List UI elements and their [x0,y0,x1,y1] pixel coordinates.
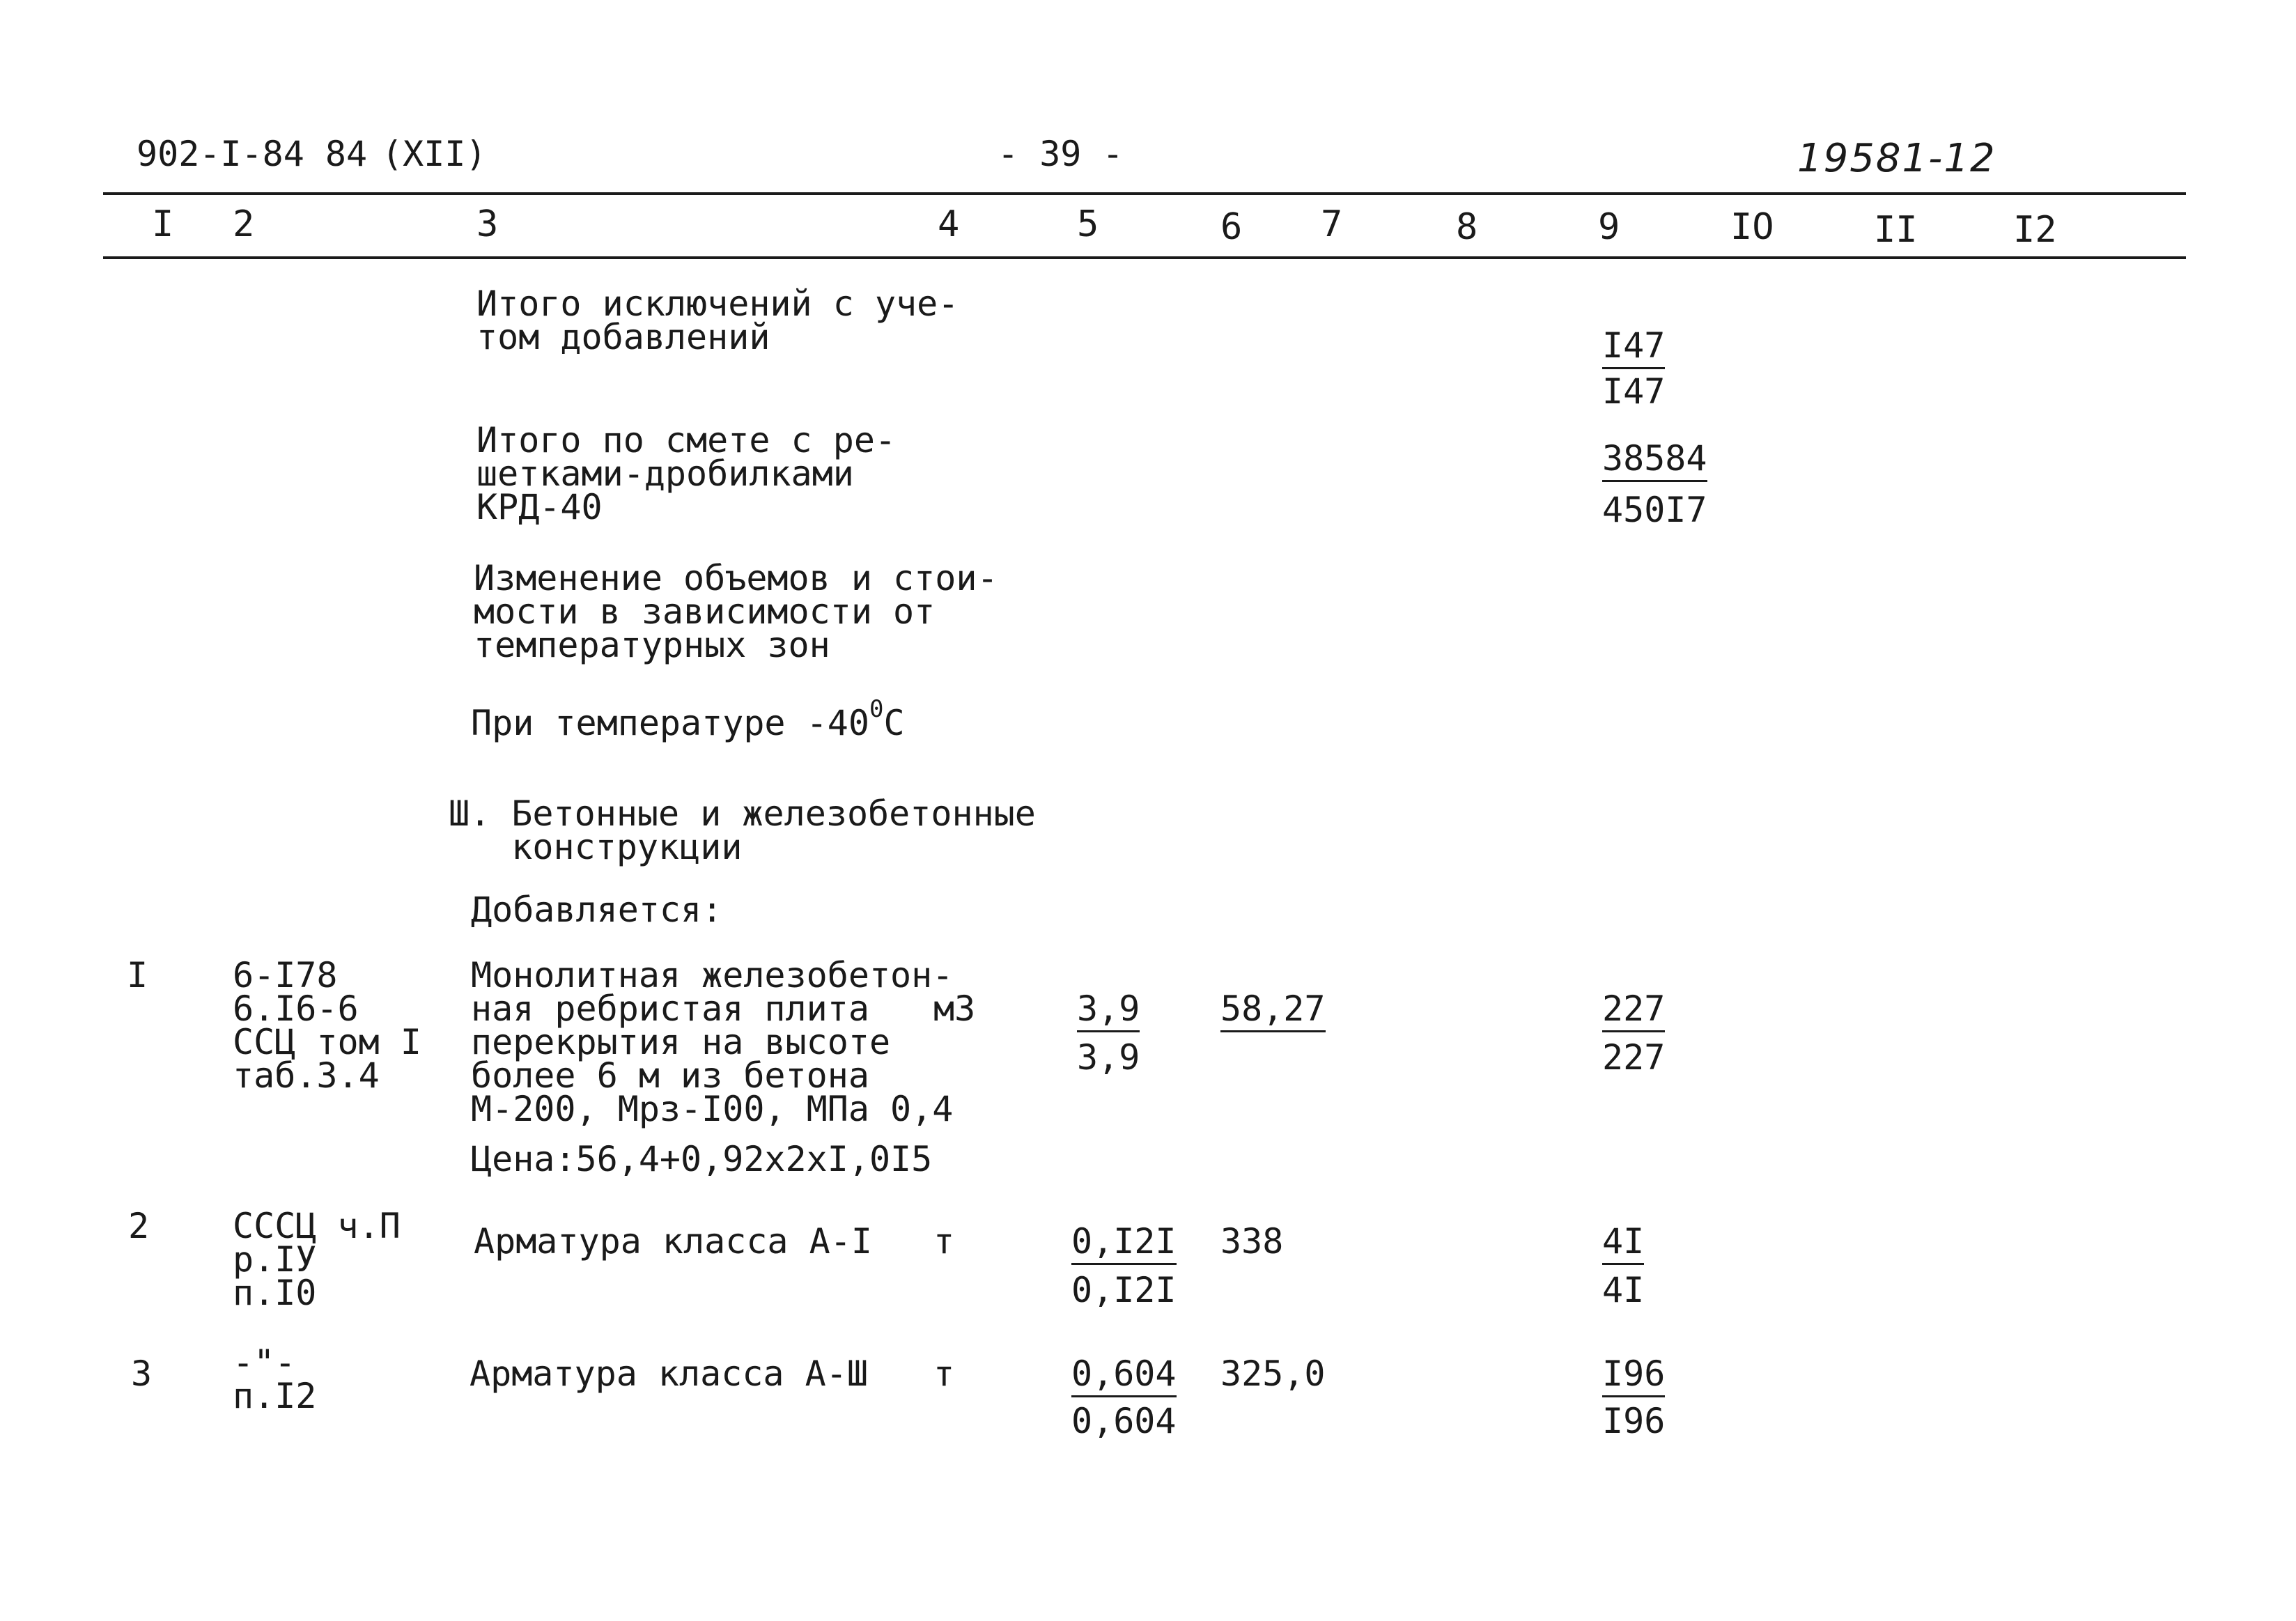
row-number: I [127,955,148,995]
estimate-total-bottom: 450I7 [1602,490,1707,530]
row-total-top-value: 4I [1602,1221,1644,1265]
row-description: Арматура класса А-Ш [470,1354,868,1394]
column-number: 2 [233,203,255,245]
row-qty-top-value: 0,604 [1071,1354,1177,1397]
degree-superscript: 0 [869,695,884,723]
row-number: 3 [131,1354,153,1394]
row-number: 2 [128,1206,150,1246]
estimate-total-top-value: 38584 [1602,438,1707,482]
column-number: 4 [938,203,960,245]
row-total-top [1602,1221,1645,1262]
row-unit: т [933,1354,955,1394]
volume-change-text: Изменение объемов и стои- мости в зависимости от температурных зон [474,558,998,665]
row-price-note: Цена:56,4+0,92х2хI,0I5 [471,1139,933,1179]
row-description: Монолитная железобетон- ная ребристая плита перекрытия на высоте более 6 м из бетона М-200, Мрз-I00, МПа 0,4 [471,955,954,1129]
column-number: 3 [476,203,499,245]
row-total-bottom: 4I [1602,1270,1645,1310]
header-top-rule [103,192,2186,195]
column-number: I [152,203,174,245]
document-code: 902-I-84 84 [137,134,368,174]
row-unit-price-value: 58,27 [1220,988,1326,1032]
column-number: 5 [1077,203,1099,245]
temperature-text: При температуре -40 [471,703,869,743]
row-total-top-value: 227 [1602,988,1665,1032]
row-qty-top-value: 3,9 [1077,988,1140,1032]
row-unit: т [933,1221,955,1262]
column-number: 9 [1598,206,1620,248]
row-total-top-value: I96 [1602,1354,1665,1397]
estimate-total-text: Итого по смете с ре- шетками-дробилками КРД-40 [476,420,897,527]
exclusions-total-text: Итого исключений с уче- том добавлений [476,284,959,357]
column-number: IO [1730,206,1774,248]
row-qty-bottom: 0,I2I [1071,1270,1177,1310]
exclusions-total-bottom: I47 [1602,371,1666,412]
exclusions-total-top [1602,325,1666,366]
row-unit-price: 338 [1220,1221,1284,1262]
temperature-line [471,692,905,743]
row-code: 6-I78 6.I6-6 ССЦ том I таб.3.4 [233,955,421,1096]
row-unit: м3 [933,988,976,1029]
row-total-bottom: 227 [1602,1037,1666,1078]
temperature-unit: С [883,703,905,743]
row-qty-bottom: 0,604 [1071,1401,1177,1441]
section-subtitle: Добавляется: [471,890,723,930]
exclusions-total-top-value: I47 [1602,325,1665,369]
row-qty-top [1077,988,1140,1029]
column-number: 7 [1321,203,1343,245]
column-number: 6 [1220,206,1243,248]
column-number: I2 [2013,209,2057,251]
header-bottom-rule [103,256,2186,259]
row-code: СССЦ ч.П р.IУ п.I0 [233,1206,401,1313]
column-number: II [1874,209,1918,251]
row-unit-price: 325,0 [1220,1354,1326,1394]
row-code: -"- п.I2 [233,1342,317,1416]
row-total-top [1602,1354,1666,1394]
section-title: Ш. Бетонные и железобетонные конструкции [449,793,1036,867]
row-total-bottom: I96 [1602,1401,1666,1441]
handwritten-number: 19581-12 [1797,136,1996,181]
volume-label: (XII) [382,134,487,174]
row-qty-bottom: 3,9 [1077,1037,1140,1078]
column-number: 8 [1456,206,1478,248]
row-unit-price [1220,988,1326,1029]
row-qty-top-value: 0,I2I [1071,1221,1177,1265]
row-description: Арматура класса А-I [474,1221,872,1262]
page-number: - 39 - [998,134,1124,174]
row-qty-top [1071,1221,1177,1262]
row-qty-top [1071,1354,1177,1394]
row-total-top [1602,988,1666,1029]
estimate-total-top [1602,438,1707,479]
